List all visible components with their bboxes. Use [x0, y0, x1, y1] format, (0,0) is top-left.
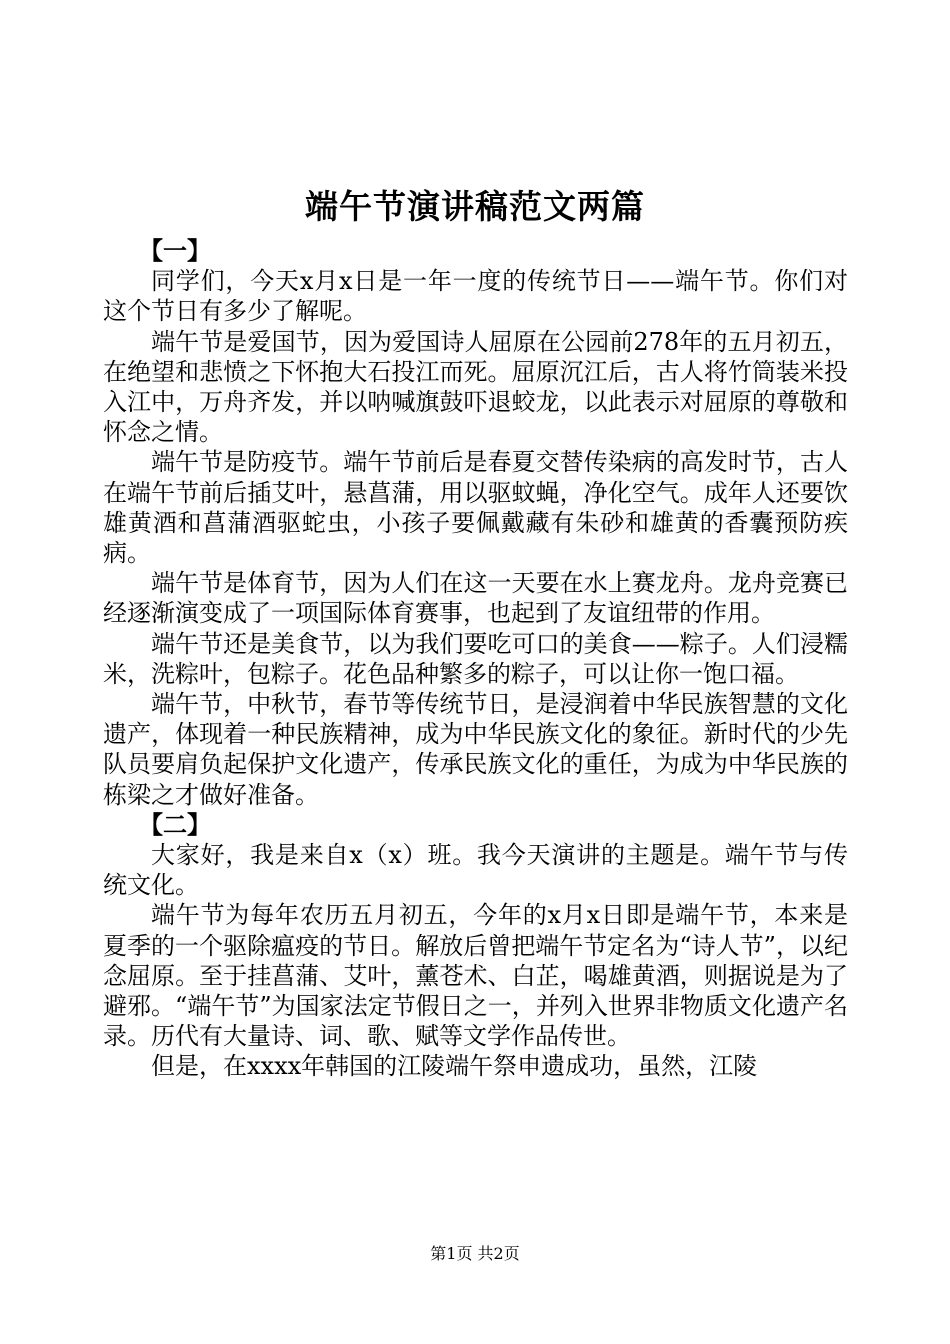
paragraph: 端午节为每年农历五月初五，今年的x月x日即是端午节，本来是夏季的一个驱除瘟疫的节日。解放后曾把端午节定名为“诗人节”，以纪念屈原。至于挂菖蒲、艾叶，薰苍术、白芷，喝雄黄酒，则据说是为了避邪。“端午节”为国家法定节假日之一，并列入世界非物质文化遗产名录。历代有大量诗、词、歌、赋等文学作品传世。: [103, 901, 848, 1051]
paragraph: 端午节还是美食节，以为我们要吃可口的美食——粽子。人们浸糯米，洗粽叶，包粽子。花色品种繁多的粽子，可以让你一饱口福。: [103, 629, 848, 688]
paragraph: 端午节是体育节，因为人们在这一天要在水上赛龙舟。龙舟竞赛已经逐渐演变成了一项国际体育赛事，也起到了友谊纽带的作用。: [103, 569, 848, 628]
page-footer: 第1页 共2页: [430, 1244, 520, 1263]
paragraph: 但是，在xxxx年韩国的江陵端午祭申遗成功，虽然，江陵: [151, 1052, 758, 1081]
section-heading-2: 【二】: [139, 809, 211, 839]
document-title: 端午节演讲稿范文两篇: [305, 187, 645, 226]
paragraph: 端午节是防疫节。端午节前后是春夏交替传染病的高发时节，古人在端午节前后插艾叶，悬菖蒲，用以驱蚊蝇，净化空气。成年人还要饮雄黄酒和菖蒲酒驱蛇虫，小孩子要佩戴藏有朱砂和雄黄的香囊预防疾病。: [103, 448, 848, 568]
paragraph: 端午节是爱国节，因为爱国诗人屈原在公园前278年的五月初五，在绝望和悲愤之下怀抱大石投江而死。屈原沉江后，古人将竹筒装米投入江中，万舟齐发，并以呐喊旗鼓吓退蛟龙，以此表示对屈原的尊敬和怀念之情。: [103, 327, 848, 447]
paragraph: 同学们，今天x月x日是一年一度的传统节日——端午节。你们对这个节日有多少了解呢。: [103, 267, 848, 326]
section-heading-1: 【一】: [139, 236, 211, 265]
paragraph: 大家好，我是来自x（x）班。我今天演讲的主题是。端午节与传统文化。: [103, 841, 848, 900]
paragraph: 端午节，中秋节，春节等传统节日，是浸润着中华民族智慧的文化遗产，体现着一种民族精神，成为中华民族文化的象征。新时代的少先队员要肩负起保护文化遗产，传承民族文化的重任，为成为中华民族的栋梁之才做好准备。: [103, 690, 848, 809]
document-body: [103, 236, 848, 1082]
